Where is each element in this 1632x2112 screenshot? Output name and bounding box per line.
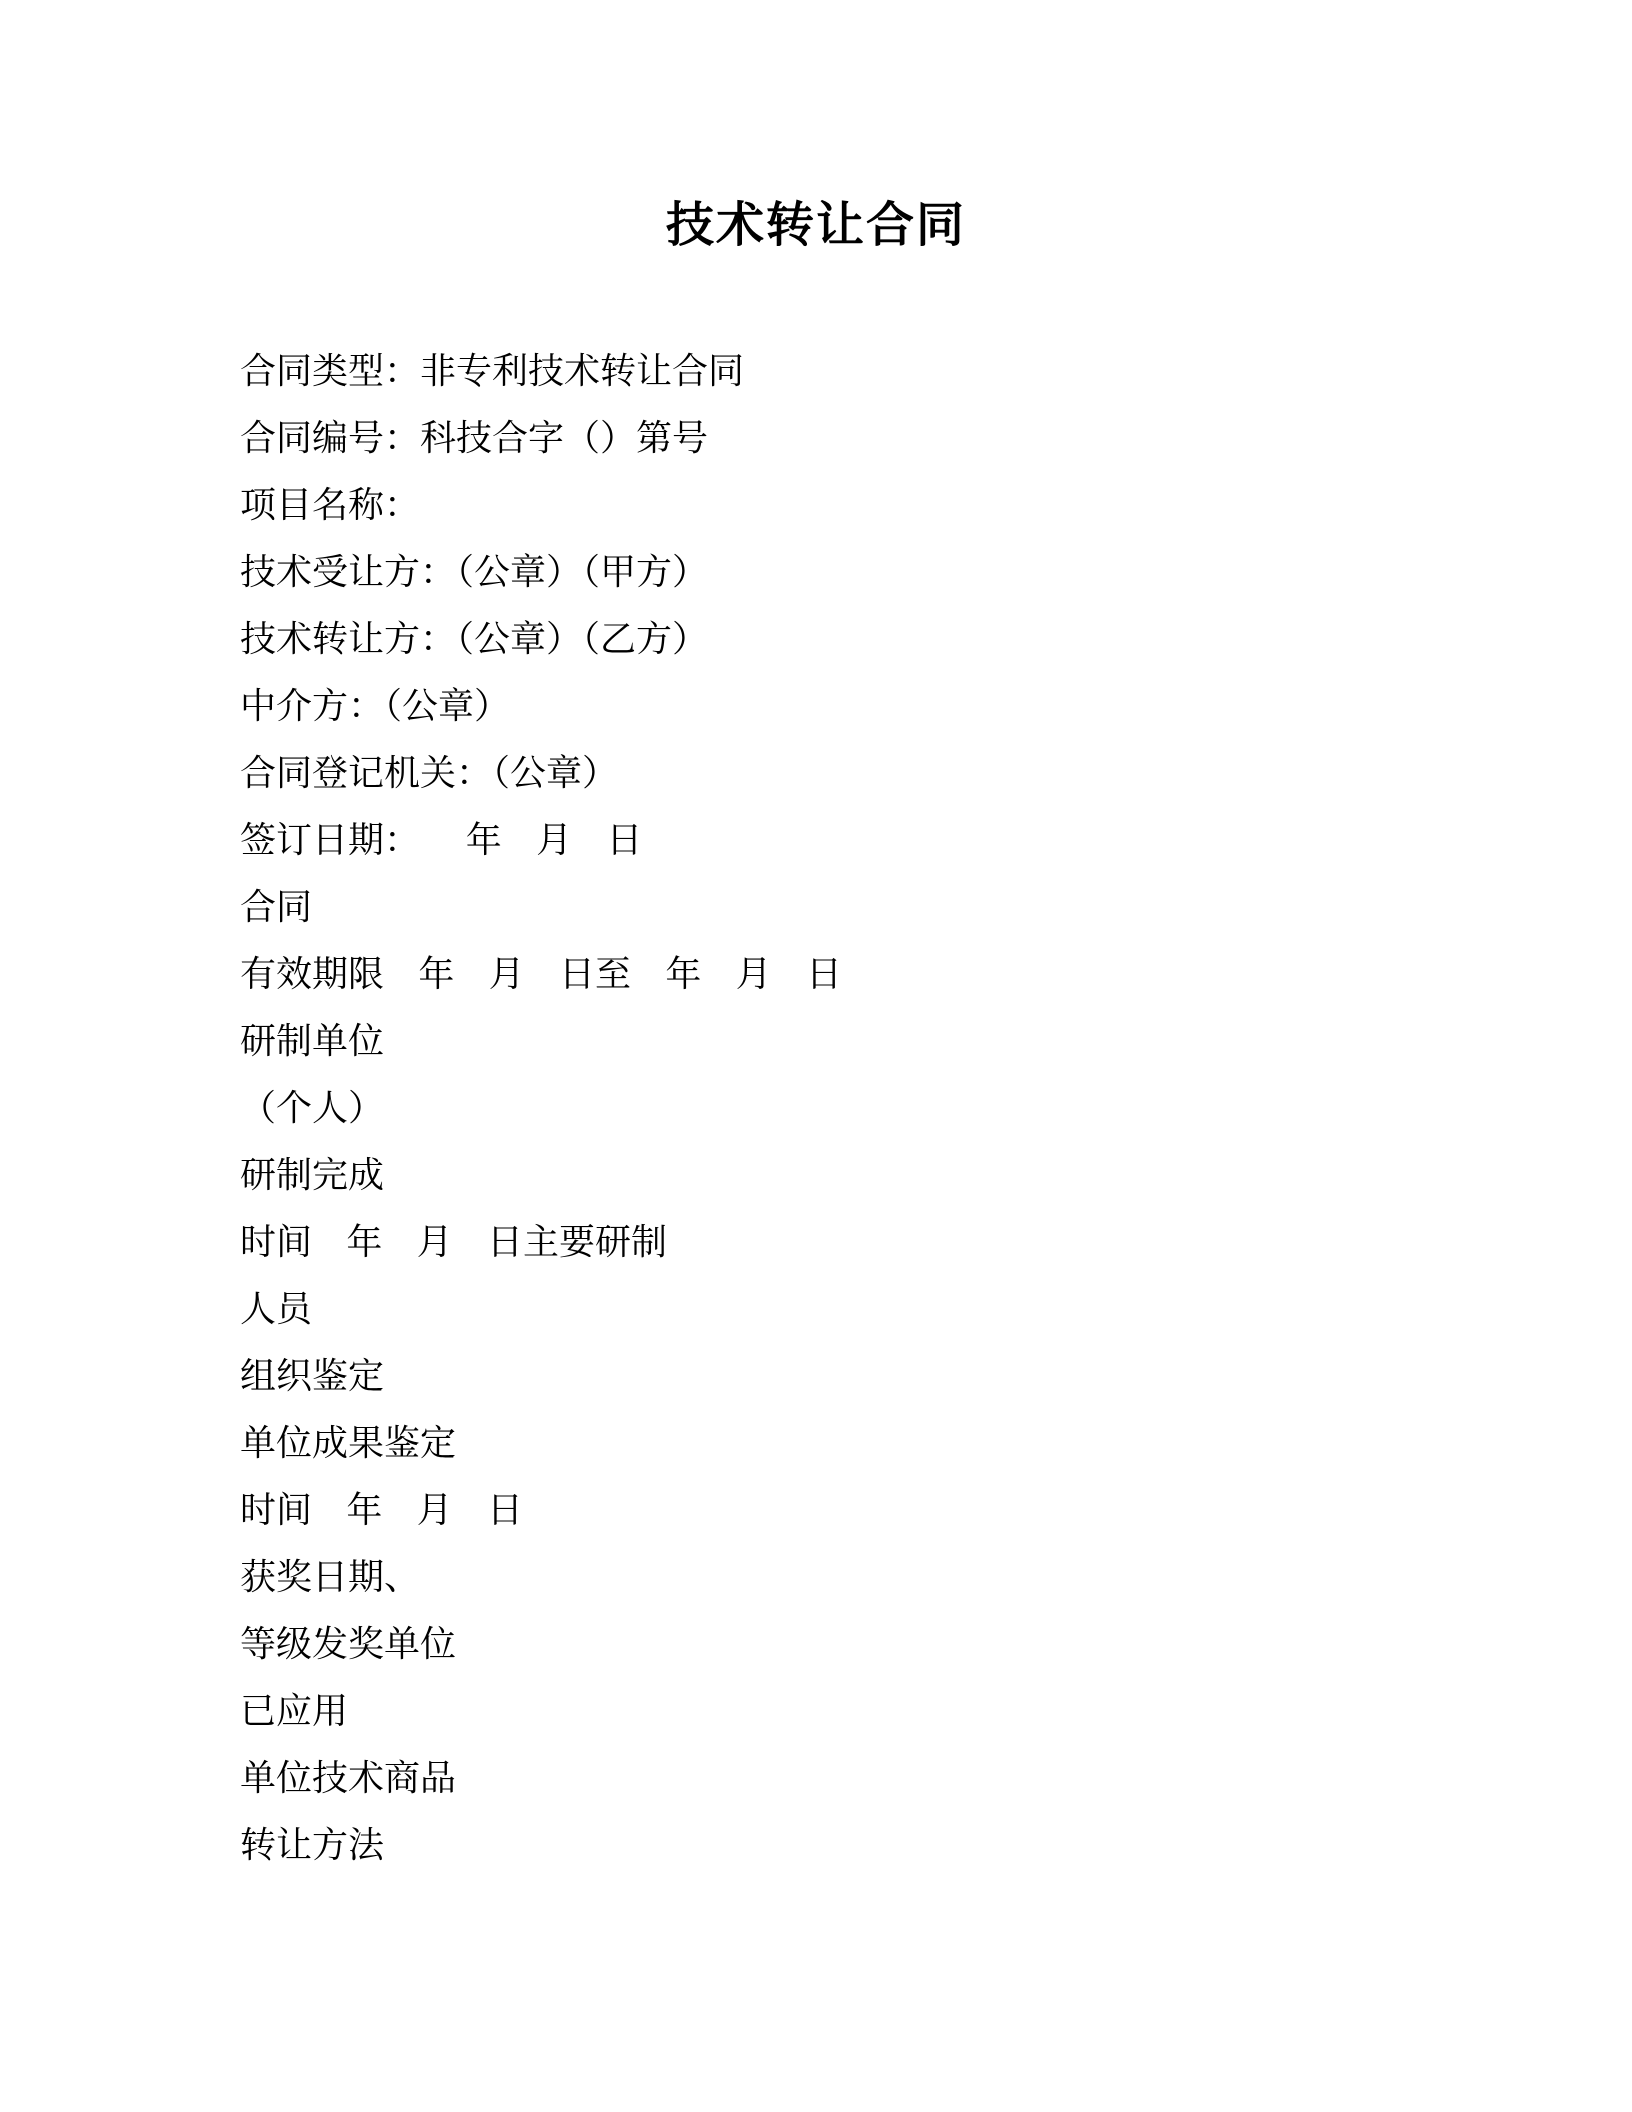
contract-number-line: 合同编号：科技合字（）第号: [240, 418, 709, 459]
project-name-line: 项目名称：: [240, 485, 421, 526]
award-date-line: 获奖日期、: [240, 1557, 421, 1598]
contract-label-line: 合同: [240, 887, 313, 928]
registration-authority-line: 合同登记机关：（公章）: [240, 753, 619, 794]
transferee-line: 技术受让方：（公章）（甲方）: [240, 552, 709, 593]
appraisal-unit-line: 单位成果鉴定: [240, 1423, 457, 1464]
individual-line: （个人）: [240, 1088, 385, 1129]
completion-time-line: 时间 年 月 日主要研制: [240, 1222, 667, 1263]
technology-goods-line: 单位技术商品: [240, 1758, 457, 1799]
signing-date-line: 签订日期： 年 月 日: [240, 820, 643, 861]
document-body: [240, 338, 1440, 1879]
development-complete-line: 研制完成: [240, 1155, 385, 1196]
contract-type-line: 合同类型：非专利技术转让合同: [240, 351, 745, 392]
organize-appraisal-line: 组织鉴定: [240, 1356, 385, 1397]
document-title: 技术转让合同: [665, 197, 966, 253]
award-grade-unit-line: 等级发奖单位: [240, 1624, 457, 1665]
appraisal-time-line: 时间 年 月 日: [240, 1490, 523, 1531]
transfer-method-line: 转让方法: [240, 1825, 385, 1866]
transferor-line: 技术转让方：（公章）（乙方）: [240, 619, 709, 660]
intermediary-line: 中介方：（公章）: [240, 686, 511, 727]
developer-unit-line: 研制单位: [240, 1021, 385, 1062]
personnel-line: 人员: [240, 1289, 313, 1330]
validity-period-line: 有效期限 年 月 日至 年 月 日: [240, 954, 842, 995]
applied-line: 已应用: [240, 1691, 349, 1732]
